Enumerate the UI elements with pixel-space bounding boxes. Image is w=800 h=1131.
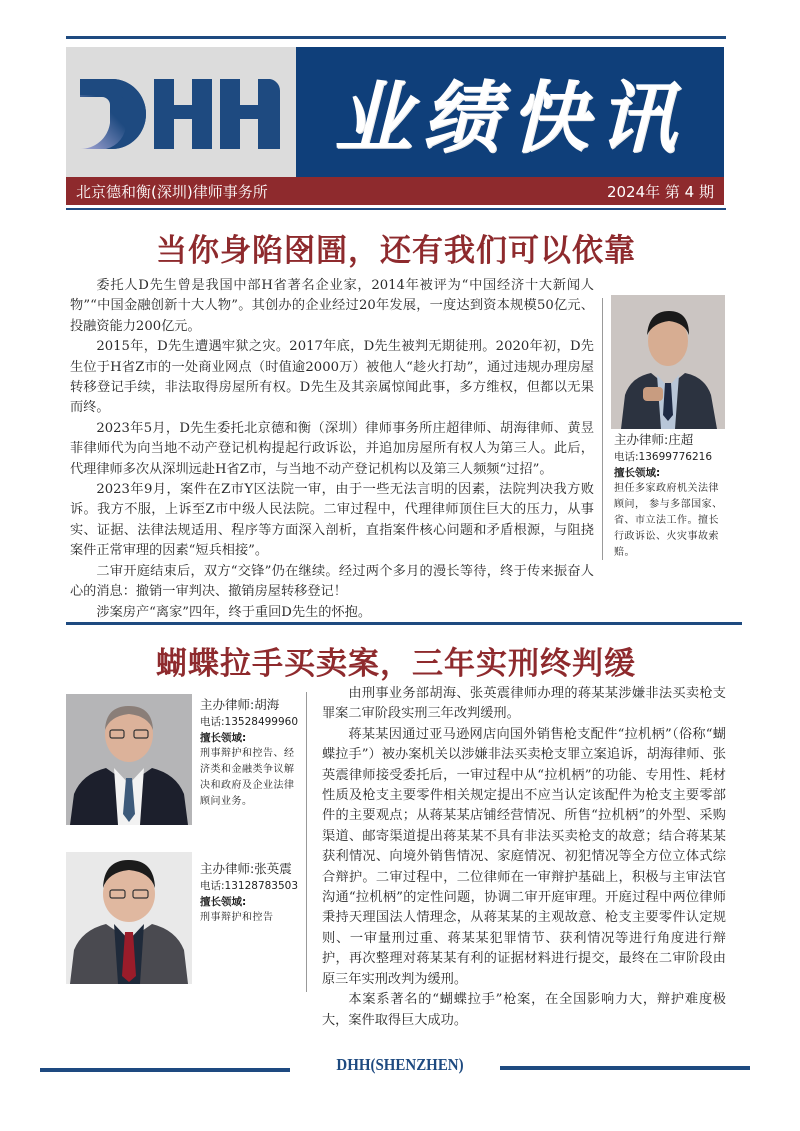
dhh-logo-icon bbox=[76, 77, 286, 151]
footer-rule-right bbox=[500, 1066, 750, 1070]
lawyer-photo-zhang bbox=[66, 852, 192, 984]
specialty-text: 刑事辩护和控告 bbox=[200, 912, 274, 923]
footer-rule-left bbox=[40, 1068, 290, 1072]
masthead bbox=[66, 47, 724, 177]
article2-paragraph: 本案系著名的“蝴蝶拉手”枪案，在全国影响力大，辩护难度极大，案件取得巨大成功。 bbox=[322, 992, 726, 1028]
article1-headline: 当你身陷囹圄，还有我们可以依靠 bbox=[156, 233, 636, 269]
specialty-label: 擅长领域: bbox=[614, 467, 661, 479]
issue-number: 2024年 第 4 期 bbox=[606, 182, 714, 201]
lawyer-card-zhuang bbox=[614, 431, 728, 561]
title-panel bbox=[296, 47, 724, 177]
article1-paragraph: 2023年5月，D先生委托北京德和衡（深圳）律师事务所庄超律师、胡海律师、黄昱菲律师代为向当地不动产登记机构提起行政诉讼，并追加房屋所有权人为第三人。此后，代理律师多次从深圳远赴H省Z市，与当地不动产登记机构以及第三人频频“过招”。 bbox=[70, 420, 594, 477]
footer-brand: DHH(SHENZHEN) bbox=[336, 1055, 464, 1074]
top-divider bbox=[66, 36, 726, 39]
specialty-label: 擅长领域: bbox=[200, 896, 247, 908]
article2-body bbox=[322, 684, 726, 1031]
article1-paragraph: 二审开庭结束后，双方“交锋”仍在继续。经过两个多月的漫长等待，终于传来振奋人心的消息：撤销一审判决、撤销房屋转移登记！ bbox=[70, 563, 594, 600]
lawyer-phone: 电话:13128783503 bbox=[200, 880, 299, 892]
specialty-text: 刑事辩护和控告、经济类和金融类争议解决和政府及企业法律顾问业务。 bbox=[200, 748, 295, 807]
lawyer-name: 主办律师:庄超 bbox=[614, 432, 694, 447]
specialty-text: 担任多家政府机关法律顾问， 参与多部国家、省、市立法工作。擅长行政诉讼、火灾事故索赔。 bbox=[614, 483, 723, 558]
article1-paragraph: 2023年9月，案件在Z市Y区法院一审，由于一些无法言明的因素，法院判决我方败诉。我方不服，上诉至Z市中级人民法院。二审过程中，代理律师顶住巨大的压力，从事实、证据、法律法规适用、程序等方面深入剖析，直指案件核心问题和矛盾根源，与阻挠案件正常审理的因素“短兵相接”。 bbox=[70, 482, 594, 559]
article2-headline: 蝴蝶拉手买卖案，三年实刑终判缓 bbox=[156, 646, 636, 682]
newsletter-title: 业绩快讯 bbox=[333, 73, 686, 164]
lawyer-photo-hu bbox=[66, 694, 192, 825]
article2-paragraph: 由刑事业务部胡海、张英震律师办理的蒋某某涉嫌非法买卖枪支罪案二审阶段实刑三年改判缓刑。 bbox=[322, 686, 726, 722]
portrait-icon bbox=[66, 694, 192, 825]
article1-body bbox=[70, 276, 594, 623]
lawyer-name: 主办律师:胡海 bbox=[200, 697, 280, 712]
lawyer-photo-zhuang bbox=[611, 295, 725, 429]
section-divider bbox=[66, 622, 742, 625]
firm-name: 北京德和衡(深圳)律师事务所 bbox=[76, 182, 268, 201]
article2-paragraph: 蒋某某因通过亚马逊网店向国外销售枪支配件“拉机柄”（俗称“蝴蝶拉手”）被办案机关以涉嫌非法买卖枪支罪立案追诉，胡海律师、张英震律师接受委托后，一审过程中从“拉机柄”的功能、专用性、耗材性质及枪支主要零件相关规定提出不应当认定该配件为枪支主要零部件的主要观点；从蒋某某店铺经营情况、所售“拉机柄”的外型、采购渠道、邮寄渠道提出蒋某某不具有非法买卖枪支的故意；结合蒋某某获利情况、向境外销售情况、家庭情况、初犯情况等全方位立体式综合辩护。二审过程中，二位律师在一审辩护基础上，积极与主审法官沟通“拉机柄”的定性问题，协调二审开庭审理。开庭过程中两位律师秉持天理国法人情理念，从蒋某某的主观故意、枪支主要零件认定规则、一审量刑过重、蒋某某犯罪情节、获利情况等进行角度进行辩护，再次整理对蒋某某有利的证据材料进行提交，最终在二审阶段由原三年实刑改判为缓刑。 bbox=[322, 726, 726, 987]
article1-paragraph: 涉案房产“离家”四年，终于重回D先生的怀抱。 bbox=[96, 604, 372, 620]
logo-panel bbox=[66, 47, 296, 177]
column-divider bbox=[306, 692, 307, 992]
lawyer-name: 主办律师:张英震 bbox=[200, 861, 292, 876]
article1-paragraph: 委托人D先生曾是我国中部H省著名企业家，2014年被评为“中国经济十大新闻人物”“中国金融创新十大人物”。其创办的企业经过20年发展，一度达到资本规模50亿元、投融资能力200亿元。 bbox=[70, 278, 594, 334]
masthead-divider bbox=[66, 208, 726, 210]
lawyer-card-hu bbox=[200, 696, 300, 810]
lawyer-phone: 电话:13528499960 bbox=[200, 716, 299, 728]
portrait-icon bbox=[611, 295, 725, 429]
article1-paragraph: 2015年，D先生遭遇牢狱之灾。2017年底，D先生被判无期徒刑。2020年初，D先生位于H省Z市的一处商业网点（时值逾2000万）被他人“趁火打劫”，通过违规办理房屋转移登记手续，非法取得房屋所有权。D先生及其亲属惊闻此事，多方维权，但都以无果而终。 bbox=[70, 339, 594, 416]
lawyer-phone: 电话:13699776216 bbox=[614, 451, 713, 463]
specialty-label: 擅长领域: bbox=[200, 732, 247, 744]
lawyer-card-zhang bbox=[200, 860, 300, 926]
firm-bar bbox=[66, 177, 724, 205]
column-divider bbox=[602, 298, 603, 560]
portrait-icon bbox=[66, 852, 192, 984]
